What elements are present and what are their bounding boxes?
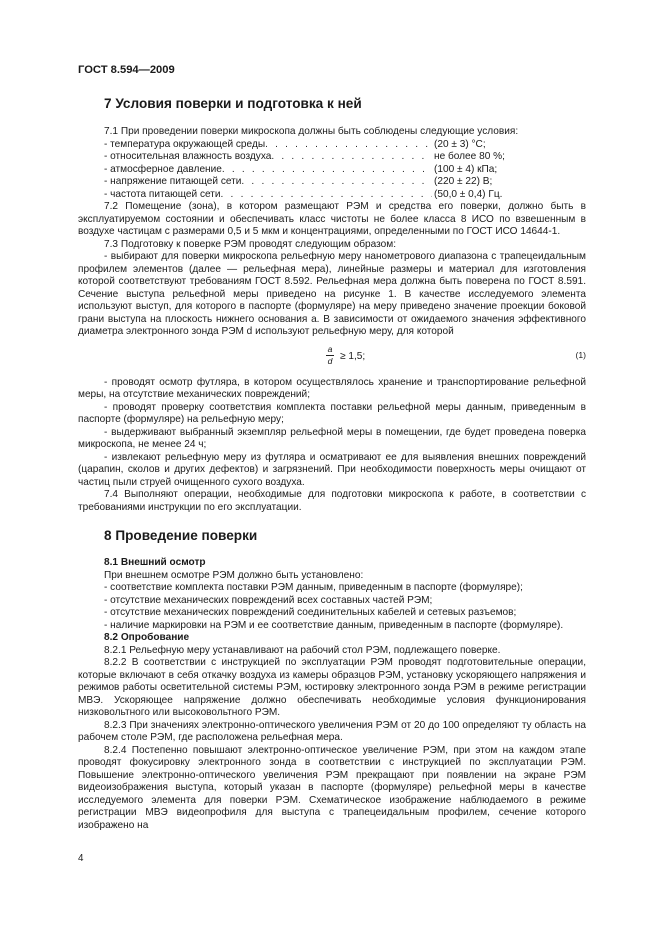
- condition-label: - атмосферное давление: [104, 163, 222, 175]
- running-header: ГОСТ 8.594—2009: [78, 64, 175, 76]
- clause-7-3: 7.3 Подготовку к поверке РЭМ проводят следующим образом:: [104, 238, 397, 250]
- clause-8-2-4: 8.2.4 Постепенно повышают электронно-оптическое увеличение РЭМ, при этом на каждом этапе проводят фокусировку электронного зонда в соответствии с инструкцией по эксплуатации РЭМ. Повышение электронно-оптического увеличения РЭМ прекращают при появлении на экране РЭМ видеоизображения выступа, который указан в паспорте (формуляре) рельефной меры в качестве исследуемого элемента для поверки РЭМ. Схематическое изображение наблюдаемого в режиме регистрации МВЭ видеопрофиля для выступа с трапецеидальным профилем, сечение которого изображено на: [78, 744, 586, 831]
- list-item: - отсутствие механических повреждений всех составных частей РЭМ;: [104, 594, 433, 606]
- condition-row: [104, 151, 586, 164]
- clause-8-2-1: 8.2.1 Рельефную меру устанавливают на рабочий стол РЭМ, подлежащего поверке.: [104, 644, 501, 656]
- subsection-8-2-heading: 8.2 Опробование: [104, 632, 190, 643]
- clause-7-3-item-b: - проводят осмотр футляра, в котором осуществлялось хранение и транспортирование рельефной меры, на отсутствие механических повреждений;: [78, 376, 586, 400]
- clause-7-3-item-d: - выдерживают выбранный экземпляр рельефной меры в помещении, где будет проведена поверка микроскопа, не менее 24 ч;: [78, 426, 586, 450]
- clause-7-2: 7.2 Помещение (зона), в котором размещают РЭМ и средства его поверки, должно быть в эксплуатируемом состоянии и обеспечивать класс чистоты не более класса 8 ИСО по взвешенным в воздухе частицам с размерами 0,5 и 5 мкм и концентрациями, определенными по ГОСТ ИСО 14644-1.: [78, 201, 586, 237]
- subsection-8-1-intro: При внешнем осмотре РЭМ должно быть установлено:: [104, 569, 364, 581]
- clause-7-1: 7.1 При проведении поверки микроскопа должны быть соблюдены следующие условия:: [104, 126, 519, 137]
- condition-row: [104, 189, 586, 202]
- condition-row: [104, 176, 586, 189]
- formula-number: (1): [575, 349, 586, 360]
- conditions-list: [78, 139, 586, 202]
- formula-inequality: ≥ 1,5;: [340, 350, 366, 362]
- formula-denominator: d: [327, 355, 333, 366]
- condition-label: - частота питающей сети: [104, 188, 221, 200]
- section-8-heading: 8 Проведение поверки: [104, 528, 258, 543]
- list-item: - отсутствие механических повреждений соединительных кабелей и сетевых разъемов;: [104, 607, 517, 618]
- list-item: - соответствие комплекта поставки РЭМ данным, приведенным в паспорте (формуляре);: [104, 582, 523, 593]
- condition-row: [104, 139, 586, 152]
- page-body: [78, 96, 586, 832]
- clause-7-3-item-a: - выбирают для поверки микроскопа рельефную меру нанометрового диапазона с трапецеидальным профилем элементов (далее — рельефная мера), линейные размеры и материал для изготовления которой соответствуют требованиям ГОСТ 8.592. Рельефная мера должна быть поверена по ГОСТ 8.591. Сечение выступа рельефной меры приведено на рисунке 1. В качестве исследуемого элемента используют выступ, для которого в паспорте (формуляре) на меру приведено значение проекции боковой грани выступа на плоскость нижнего основания а. В зависимости от ожидаемого значения эффективного диаметра электронного зонда РЭМ d используют рельефную меру, для которой: [78, 251, 586, 337]
- condition-row: [104, 164, 586, 177]
- condition-value: (20 ± 3) °С;: [434, 138, 486, 150]
- condition-label: - относительная влажность воздуха: [104, 151, 272, 162]
- condition-value: (220 ± 22) В;: [434, 176, 493, 187]
- clause-8-2-3: 8.2.3 При значениях электронно-оптического увеличения РЭМ от 20 до 100 определяют ту область на рабочем столе РЭМ, где расположена рельефная мера.: [78, 719, 586, 743]
- condition-value: (50,0 ± 0,4) Гц.: [434, 188, 503, 200]
- condition-value: не более 80 %;: [434, 151, 505, 162]
- formula-numerator: a: [327, 343, 333, 354]
- list-item: - наличие маркировки на РЭМ и ее соответствие данным, приведенным в паспорте (формуляре).: [104, 619, 564, 631]
- condition-value: (100 ± 4) кПа;: [434, 163, 498, 175]
- clause-8-2-2: 8.2.2 В соответствии с инструкцией по эксплуатации РЭМ проводят подготовительные операции, которые включают в себя откачку воздуха из камеры образцов РЭМ, установку ускоряющего напряжения и режимов работы осветительной системы РЭМ, юстировку электронного зонда РЭМ в режиме регистрации МВЭ. Ускоряющее напряжение должно обеспечивать необходимые условия функционирования низковольтного или высоковольтного РЭМ.: [78, 657, 586, 718]
- clause-7-3-item-c: - проводят проверку соответствия комплекта поставки рельефной меры данным, приведенным в паспорте (формуляре) на рельефную меру;: [78, 401, 586, 425]
- condition-label: - напряжение питающей сети: [104, 176, 242, 187]
- subsection-8-1-heading: 8.1 Внешний осмотр: [104, 557, 206, 568]
- condition-label: - температура окружающей среды: [104, 138, 266, 150]
- clause-7-4: 7.4 Выполняют операции, необходимые для подготовки микроскопа к работе, в соответствии с требованиями инструкции по его эксплуатации.: [78, 489, 586, 513]
- page-number: 4: [78, 853, 84, 864]
- section-7-heading: 7 Условия поверки и подготовка к ней: [104, 96, 362, 111]
- clause-7-3-item-e: - извлекают рельефную меру из футляра и осматривают ее для выявления внешних повреждений (царапин, сколов и других дефектов) и загрязнений. При необходимости поверхность меры очищают от частиц пыли струей очищенного сухого воздуха.: [78, 451, 586, 488]
- formula-fraction: [326, 345, 334, 366]
- formula-1: [78, 343, 586, 373]
